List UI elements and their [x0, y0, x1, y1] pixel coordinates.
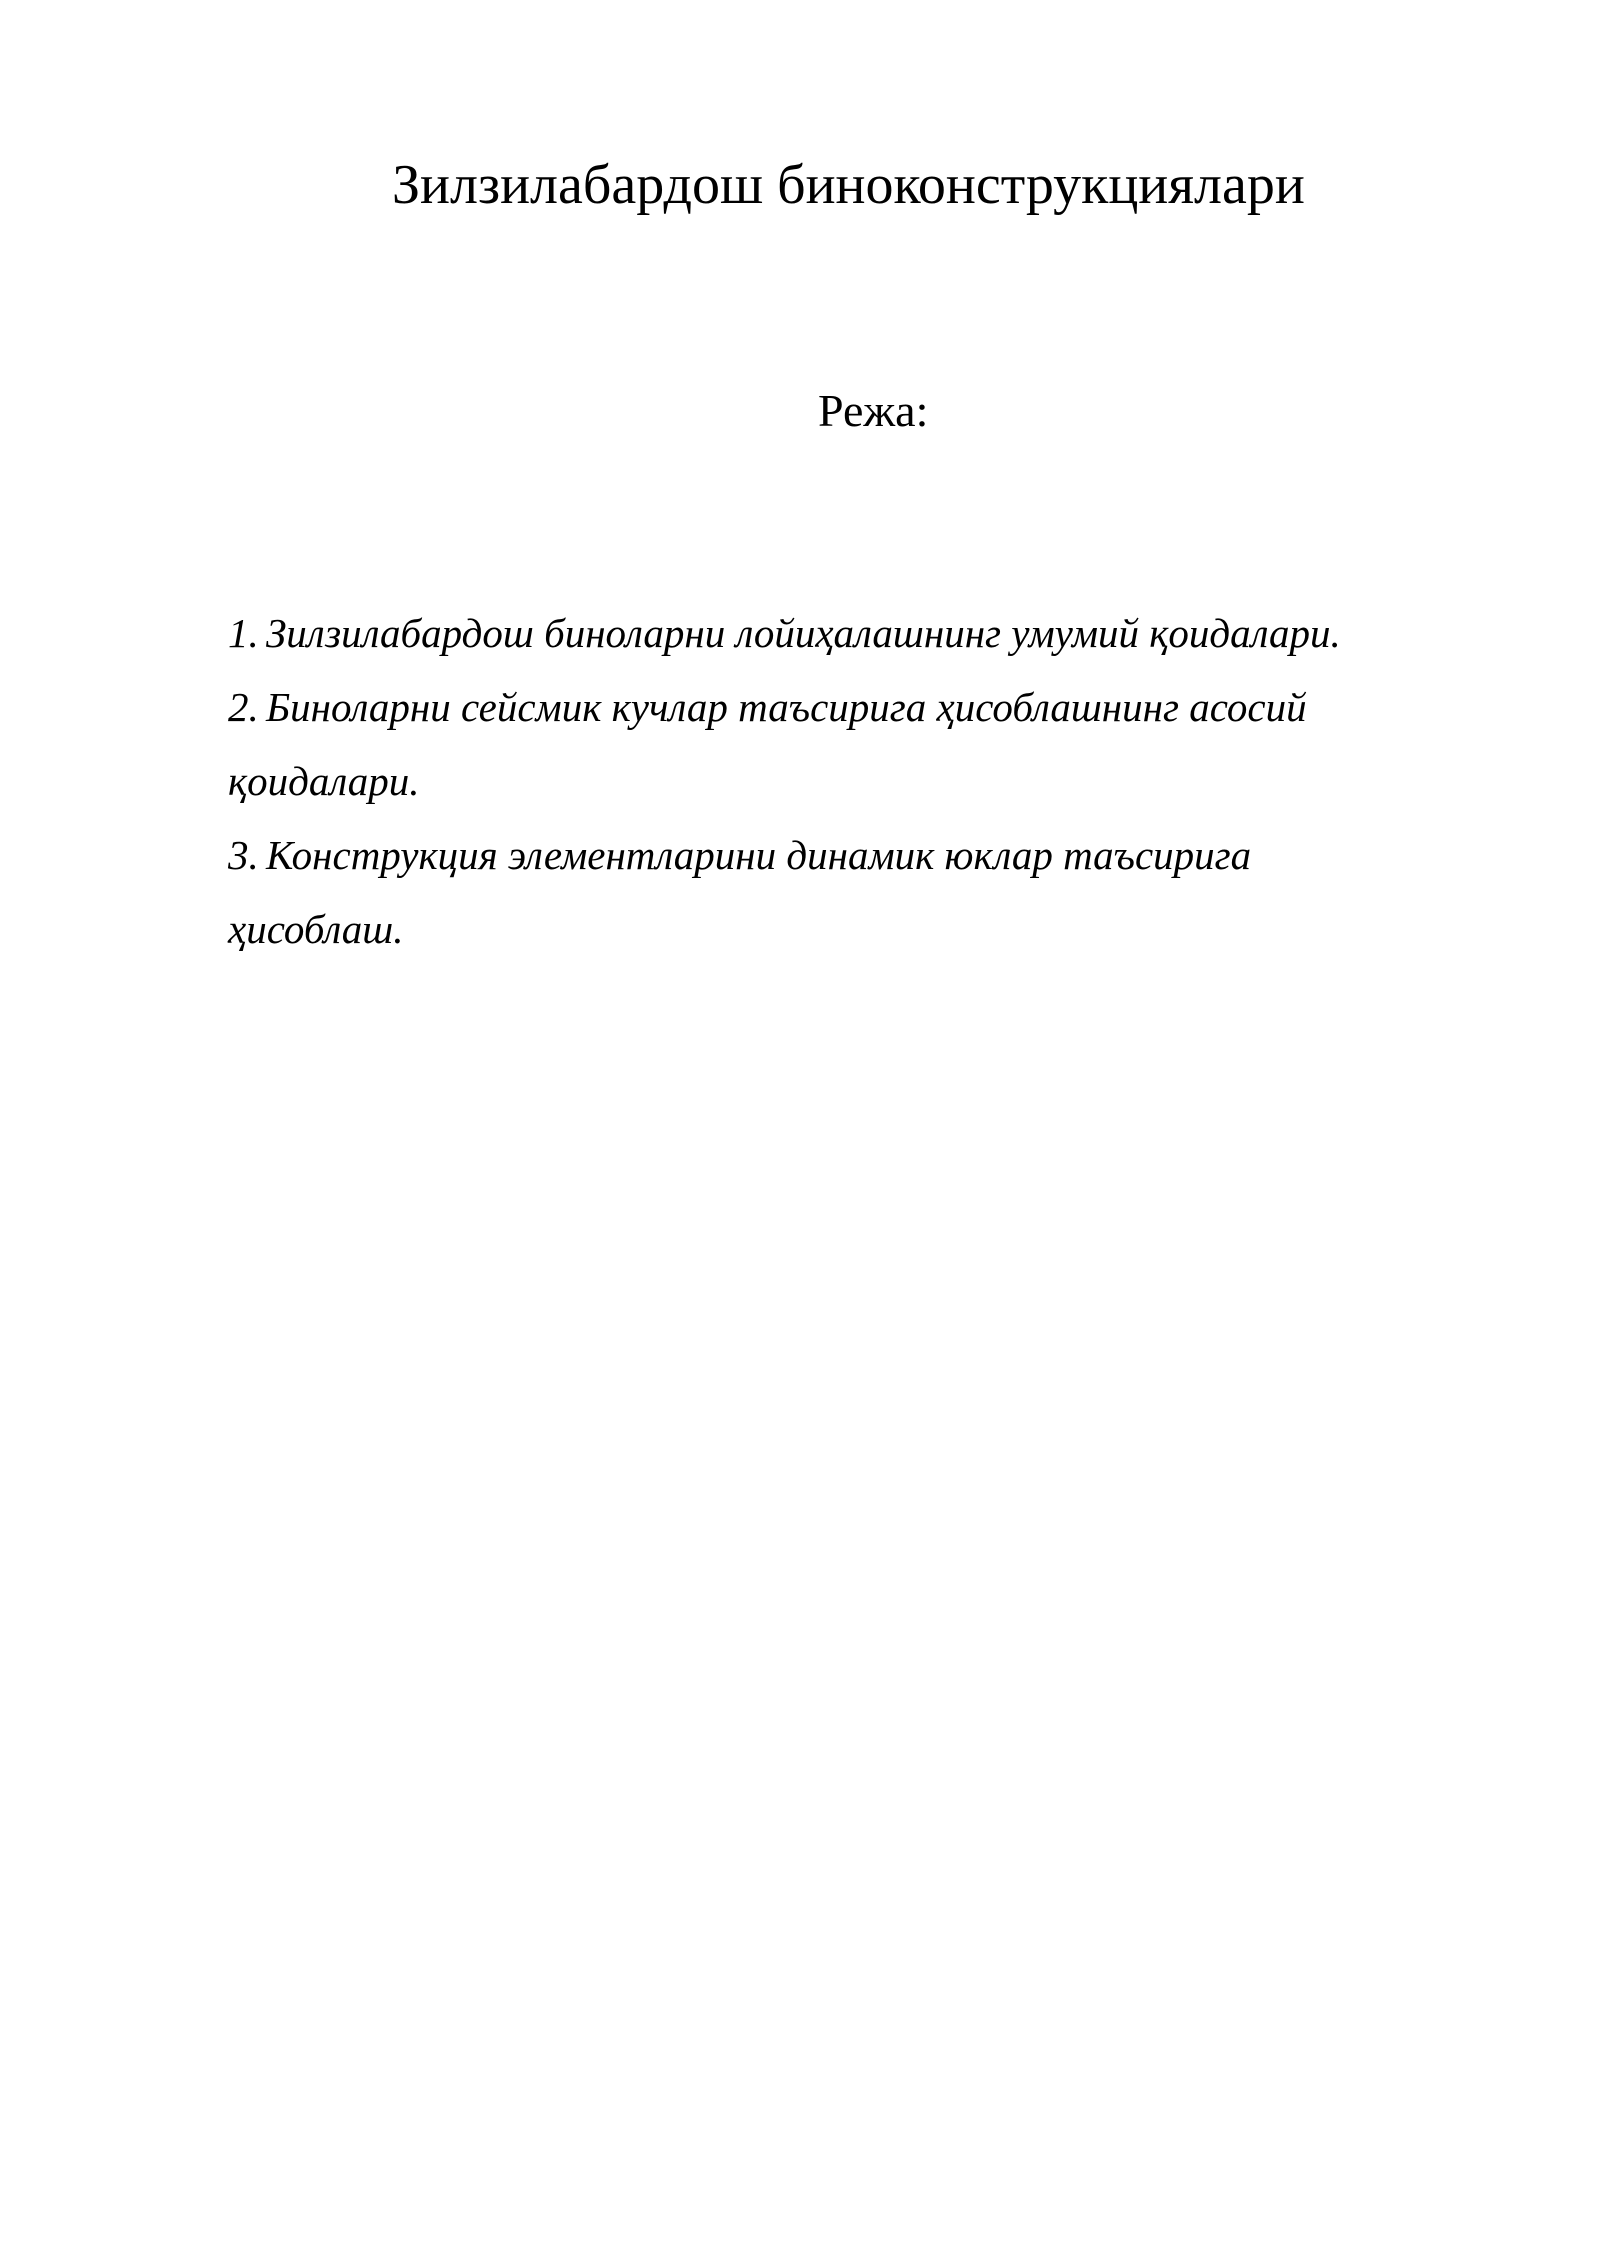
plan-item-text: Биноларни сейсмик кучлар таъсирига ҳисоблашнинг асосий [266, 684, 1307, 730]
plan-item-text: Зилзилабардош биноларни лойиҳалашнинг умумий қоидалари. [266, 610, 1341, 656]
plan-item-text: Конструкция элементларини динамик юклар таъсирига [266, 832, 1252, 878]
document-title: Зилзилабардош биноконструкциялари [392, 154, 1305, 216]
plan-item-2 [228, 670, 1428, 818]
plan-item-number: 2. [228, 684, 259, 730]
plan-item-number: 3. [228, 832, 259, 878]
plan-item-number: 1. [228, 610, 259, 656]
plan-item-3 [228, 818, 1428, 966]
plan-item-1 [228, 596, 1428, 670]
plan-list [228, 596, 1428, 966]
plan-item-text-continuation: қоидалари. [228, 758, 420, 804]
plan-heading: Режа: [818, 385, 929, 436]
plan-item-text-continuation: ҳисоблаш. [228, 906, 404, 952]
